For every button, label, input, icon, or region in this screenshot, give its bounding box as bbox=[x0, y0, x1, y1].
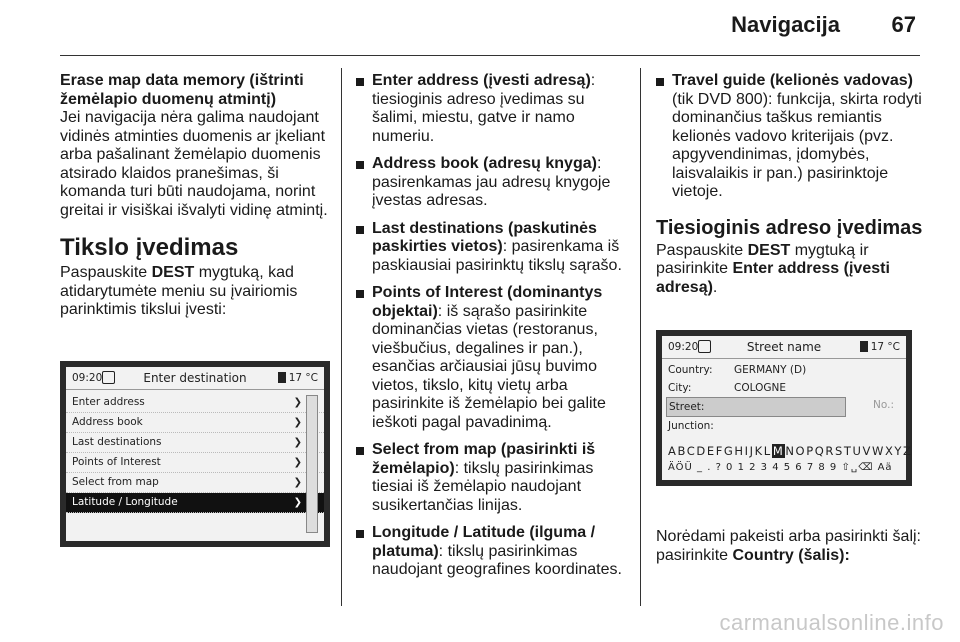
chevron-right-icon: ❯ bbox=[293, 437, 302, 448]
thermometer-icon bbox=[860, 341, 868, 352]
item-separator: : bbox=[438, 542, 444, 560]
junction-field[interactable] bbox=[662, 417, 906, 435]
bullet-icon bbox=[656, 78, 664, 86]
country-option: Country (šalis): bbox=[732, 546, 850, 564]
intro-text-rest: mygtuką, kad atidarytumėte meniu su įvairiomis parinktimis tikslui įvesti: bbox=[60, 264, 298, 318]
menu-item-select-from-map[interactable] bbox=[66, 473, 324, 493]
menu-item-last-destinations[interactable] bbox=[66, 433, 324, 453]
list-item-travel-guide bbox=[656, 72, 926, 202]
screen-display bbox=[66, 367, 324, 541]
page-header-title: Navigacija bbox=[731, 12, 840, 37]
section-heading-direct-address: Tiesioginis adreso įvedimas bbox=[656, 216, 923, 239]
item-title: Address book (adresų knyga) bbox=[372, 155, 597, 172]
shift-icon[interactable]: ⇧ bbox=[841, 462, 851, 473]
item-body: iš sąrašo pasirinkite dominančias vietas (restoranus, viešbučius, degalines ir pan.), esančias arčiausiai jūsų buvimo vietos, tikslo, kitų vietų arba pasirinkite iš žemėlapio bei galite ieškoti pagal pavadinimą. bbox=[372, 302, 606, 431]
backspace-icon[interactable]: ⌫ bbox=[858, 462, 874, 473]
menu-item-latitude-longitude[interactable] bbox=[66, 493, 324, 513]
screen-display bbox=[662, 336, 913, 480]
item-separator: : bbox=[502, 238, 508, 255]
bullet-icon bbox=[356, 161, 364, 169]
list-item-points-of-interest bbox=[356, 284, 634, 432]
menu-item-label: Latitude / Longitude bbox=[72, 496, 178, 508]
erase-title: Erase map data memory (ištrinti žemėlapio duomenų atmintį) bbox=[60, 72, 304, 108]
item-title: Longitude / Latitude (ilguma / platuma) bbox=[372, 524, 596, 560]
street-row bbox=[662, 397, 906, 417]
item-separator: : bbox=[590, 72, 596, 89]
bullet-icon bbox=[356, 290, 364, 298]
item-separator: : bbox=[596, 155, 602, 172]
city-label: City: bbox=[668, 382, 692, 394]
dest-key: DEST bbox=[747, 241, 791, 259]
country-field[interactable] bbox=[662, 361, 906, 379]
chevron-right-icon: ❯ bbox=[293, 417, 302, 428]
keys-letters-n-z[interactable]: NOPQRSTUVWXYZ bbox=[785, 444, 913, 458]
country-outro bbox=[656, 528, 946, 565]
city-field[interactable] bbox=[662, 379, 906, 397]
bullet-icon bbox=[356, 226, 364, 234]
bullet-icon bbox=[356, 447, 364, 455]
item-title: Last destinations (paskutinės paskirties vietos) bbox=[372, 219, 597, 255]
erase-body: Jei navigacija nėra galima naudojant vidinės atminties duomenis ar įkeliant arba pašalinant žemėlapio duomenis atsirado klaidos pranešimas, ši komanda turi būti naudojama, norint greitai ir visiškai išvalyti vidinę atmintį. bbox=[60, 109, 328, 219]
item-body: pasirenkama iš paskiausiai pasirinktų tikslų sąrašo. bbox=[372, 238, 622, 274]
item-body: tikslų pasirinkimas naudojant geografines koordinates. bbox=[372, 542, 622, 578]
speller-row-letters[interactable] bbox=[668, 444, 913, 458]
temperature-value: 17 °C bbox=[288, 372, 318, 384]
item-body: tikslų pasirinkimas tiesiai iš žemėlapio naudojant susikertančias linijas. bbox=[372, 459, 594, 514]
dest-key: DEST bbox=[151, 264, 195, 281]
item-separator: : bbox=[437, 302, 443, 320]
watermark: carmanualsonline.info bbox=[719, 610, 944, 635]
country-value: GERMANY (D) bbox=[734, 364, 807, 376]
outro bbox=[656, 528, 946, 574]
menu-item-enter-address[interactable] bbox=[66, 393, 324, 413]
menu-item-address-book[interactable] bbox=[66, 413, 324, 433]
column-divider-2 bbox=[640, 68, 641, 606]
column-divider-1 bbox=[341, 68, 342, 606]
header-divider bbox=[60, 55, 920, 56]
street-input[interactable] bbox=[666, 397, 846, 417]
page-number: 67 bbox=[891, 12, 916, 37]
screen-time: 09:20 bbox=[72, 372, 103, 384]
intro-text-end: . bbox=[712, 278, 718, 296]
space-icon[interactable]: ␣ bbox=[850, 462, 859, 473]
destination-intro bbox=[60, 264, 332, 320]
screen-title: Street name bbox=[746, 340, 822, 354]
chevron-right-icon: ❯ bbox=[293, 397, 302, 408]
section-heading-destination: Tikslo įvedimas bbox=[60, 234, 239, 261]
list-item-address-book bbox=[356, 155, 634, 211]
column-2 bbox=[356, 72, 634, 589]
screen-time: 09:20 bbox=[668, 341, 699, 353]
menu-item-label: Select from map bbox=[72, 476, 159, 488]
item-body: tiesioginis adreso įvedimas su šalimi, miestu, gatve ir namo numeriu. bbox=[372, 90, 585, 145]
column-3 bbox=[656, 72, 926, 306]
country-label: Country: bbox=[668, 364, 713, 376]
chevron-right-icon: ❯ bbox=[293, 457, 302, 468]
bullet-icon bbox=[356, 78, 364, 86]
list-item-select-from-map bbox=[356, 441, 634, 515]
menu-item-label: Address book bbox=[72, 416, 143, 428]
item-title: Travel guide (kelionės vadovas) bbox=[672, 72, 913, 89]
city-value: COLOGNE bbox=[734, 382, 786, 394]
item-separator: : bbox=[454, 459, 460, 477]
intro-text-mid: mygtuką ir pasirinkite bbox=[656, 241, 869, 277]
street-name-screen bbox=[656, 330, 912, 486]
street-label: Street: bbox=[669, 401, 705, 413]
list-item-longitude-latitude bbox=[356, 524, 634, 580]
menu-item-label: Last destinations bbox=[72, 436, 162, 448]
keys-digits[interactable]: ÄÖÜ _ . ? 0 1 2 3 4 5 6 7 8 9 bbox=[668, 462, 838, 473]
item-title: Enter address (įvesti adresą) bbox=[372, 72, 591, 89]
item-body: (tik DVD 800): funkcija, skirta rodyti dominančius taškus remiantis kelionės vadovo kriterijais (pvz. apgyvendinimas, įdomybės, laisvalaikis ir pan.) pasirinktoje vietoje. bbox=[672, 90, 922, 200]
outro-text: Norėdami pakeisti arba pasirinkti šalį: pasirinkite bbox=[656, 528, 921, 564]
house-number-label[interactable]: No.: bbox=[873, 399, 894, 411]
enter-destination-screen bbox=[60, 361, 330, 547]
direct-address-intro bbox=[656, 242, 926, 298]
thermometer-icon bbox=[278, 372, 286, 383]
item-body: pasirenkamas jau adresų knygoje įvestas adresas. bbox=[372, 173, 611, 209]
list-item-last-destinations bbox=[356, 220, 634, 276]
screen-temperature bbox=[860, 341, 900, 353]
menu-scrollbar[interactable] bbox=[306, 395, 318, 533]
screen-temperature bbox=[278, 372, 318, 384]
menu-item-points-of-interest[interactable] bbox=[66, 453, 324, 473]
screen-status-bar bbox=[662, 336, 906, 359]
keys-letters-a-l[interactable]: ABCDEFGHIJKL bbox=[668, 444, 772, 458]
intro-text: Paspauskite bbox=[656, 241, 748, 259]
destination-menu bbox=[66, 390, 324, 513]
column-1 bbox=[60, 72, 332, 329]
chevron-right-icon: ❯ bbox=[293, 497, 302, 508]
enter-address-option: Enter address (įvesti adresą) bbox=[656, 260, 890, 296]
screen-title: Enter destination bbox=[143, 371, 247, 385]
speller-row-digits[interactable] bbox=[668, 462, 900, 473]
key-selected[interactable]: M bbox=[772, 444, 785, 458]
screen-status-bar bbox=[66, 367, 324, 390]
chevron-right-icon: ❯ bbox=[293, 477, 302, 488]
temperature-value: 17 °C bbox=[870, 341, 900, 353]
menu-item-label: Enter address bbox=[72, 396, 145, 408]
intro-text: Paspauskite bbox=[60, 264, 152, 281]
bullet-icon bbox=[356, 530, 364, 538]
junction-label: Junction: bbox=[668, 420, 714, 432]
item-title: Select from map (pasirinkti iš žemėlapio) bbox=[372, 441, 596, 477]
list-item-enter-address bbox=[356, 72, 634, 146]
item-title: Points of Interest (dominantys objektai) bbox=[372, 284, 603, 320]
menu-item-label: Points of Interest bbox=[72, 456, 161, 468]
address-fields bbox=[662, 359, 906, 435]
case-toggle-key[interactable]: Aä bbox=[877, 462, 893, 473]
